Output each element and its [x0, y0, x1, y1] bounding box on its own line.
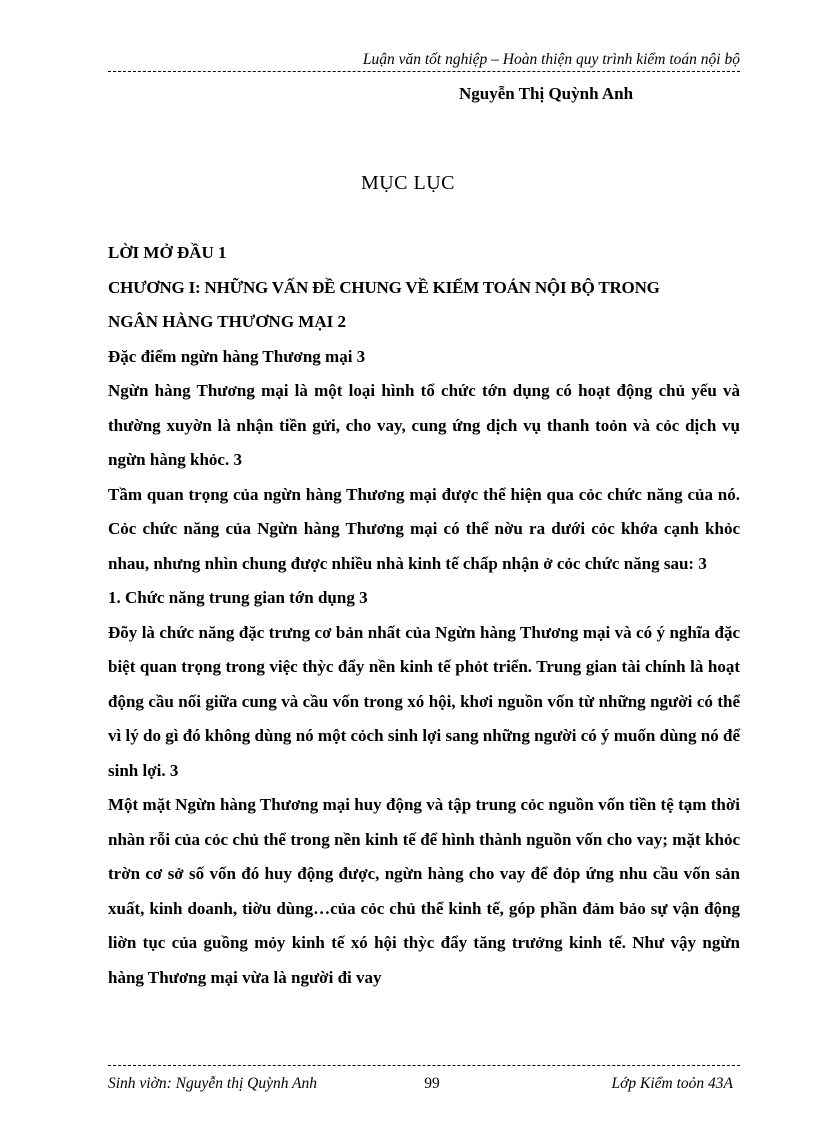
toc-entry: LỜI MỞ ĐẦU 1 [108, 243, 227, 262]
header-divider [108, 71, 740, 72]
toc-entry: 1. Chức năng trung gian tớn dụng 3 [108, 588, 368, 607]
header-author: Nguyễn Thị Quỳnh Anh [459, 84, 634, 103]
toc-entry: Tầm quan trọng của ngừn hàng Thương mại được thể hiện qua cỏc chức năng của nó. Cỏc chức năng của Ngừn hàng Thương mại có thể nờu ra dưới cỏc khớa cạnh khỏc nhau, nhưng nhìn chung được nhiều nhà kinh tế chấp nhận ở cỏc chức năng sau: 3 [108, 484, 740, 573]
toc-entry: Ngừn hàng Thương mại là một loại hình tổ chức tớn dụng có hoạt động chủ yếu và thường xuyờn là nhận tiền gửi, cho vay, cung ứng dịch vụ thanh toỏn và cỏc dịch vụ ngừn hàng khỏc. 3 [108, 381, 740, 469]
toc-entry: NGÂN HÀNG THƯƠNG MẠI 2 [108, 312, 346, 331]
footer-class: Lớp Kiểm toỏn 43A [611, 1075, 733, 1092]
toc-entry: Một mặt Ngừn hàng Thương mại huy động và tập trung cỏc nguồn vốn tiền tệ tạm thời nhàn rỗi của cỏc chủ thể trong nền kinh tế để hình thành nguồn vốn cho vay; mặt khỏc trờn cơ sở số vốn đó huy động được, ngừn hàng cho vay để đỏp ứng nhu cầu vốn sản xuất, kinh doanh, tiờu dùng…của cỏc chủ thể kinh tế, góp phần đảm bảo sự vận động liờn tục của guồng mỏy kinh tế xó hội thỳc đẩy tăng trưởng kinh tế. Như vậy ngừn hàng Thương mại vừa là người đi vay [108, 795, 740, 987]
page-number: 99 [424, 1075, 440, 1092]
running-header-title: Luận văn tốt nghiệp – Hoàn thiện quy trình kiểm toán nội bộ [362, 51, 740, 68]
toc-entry: CHƯƠNG I: NHỮNG VẤN ĐỀ CHUNG VỀ KIỂM TOÁN NỘI BỘ TRONG [108, 277, 660, 297]
footer-divider [108, 1065, 740, 1066]
footer-student: Sinh viờn: Nguyễn thị Quỳnh Anh [108, 1075, 318, 1092]
toc-entry: Đõy là chức năng đặc trưng cơ bản nhất của Ngừn hàng Thương mại và có ý nghĩa đặc biệt quan trọng trong việc thỳc đẩy nền kinh tế phỏt triển. Trung gian tài chính là hoạt động cầu nối giữa cung và cầu vốn trong xó hội, khơi nguồn vốn từ những người có thể vì lý do gì đó không dùng nó một cỏch sinh lợi sang những người có ý muốn dùng nó để sinh lợi. 3 [108, 622, 740, 780]
toc-entry: Đặc điểm ngừn hàng Thương mại 3 [108, 346, 366, 366]
toc-heading: MỤC LỤC [360, 172, 456, 194]
toc-entries [108, 236, 740, 995]
